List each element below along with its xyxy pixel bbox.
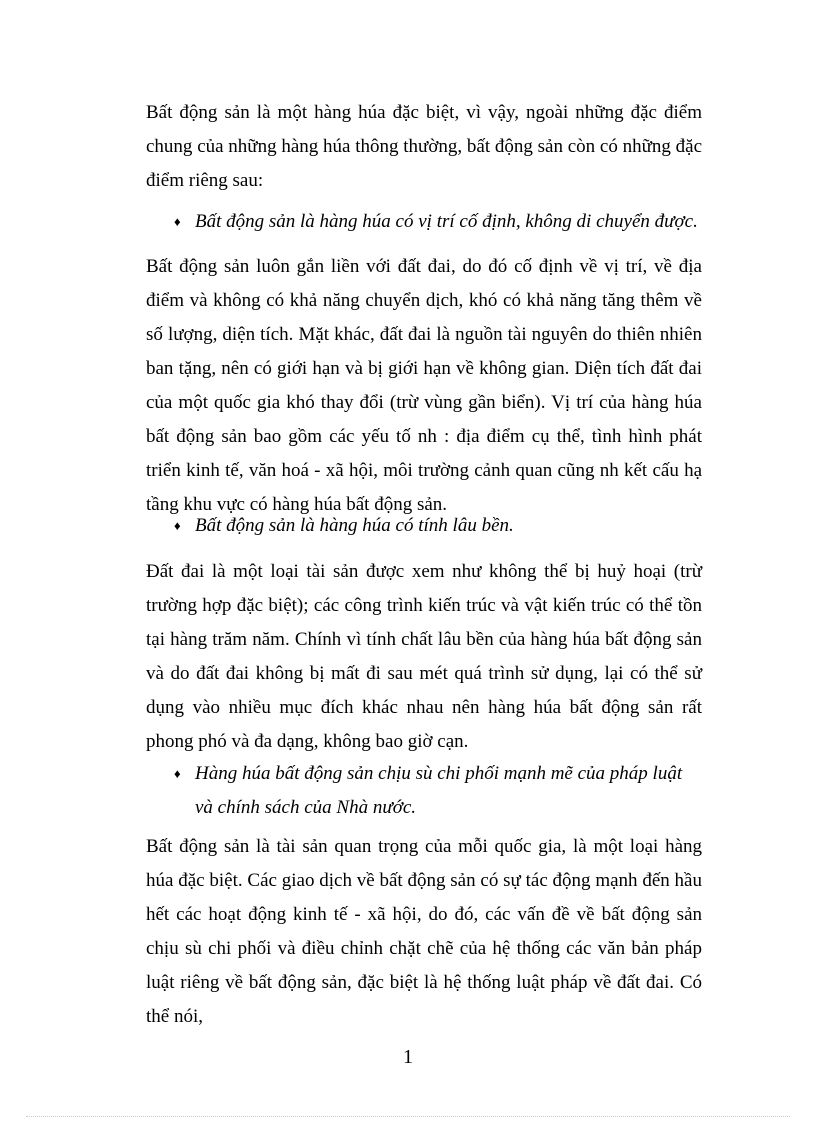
bullet-text: Bất động sản là hàng húa có vị trí cố định, không di chuyển được. <box>195 211 698 232</box>
paragraph-legal-regulation: Bất động sản là tài sản quan trọng của mỗi quốc gia, là một loại hàng húa đặc biệt. Các giao dịch về bất động sản có sự tác động mạnh đến hầu hết các hoạt động kinh tế - xã hội, do đó, các vấn đề về bất động sản chịu sù chi phối và điều chỉnh chặt chẽ của hệ thống các văn bản pháp luật riêng về bất động sản, đặc biệt là hệ thống luật pháp về đất đai. Có thể nói, <box>146 836 702 1027</box>
page-bottom-divider <box>26 1116 790 1117</box>
page-number: 1 <box>403 1046 413 1068</box>
paragraph-intro: Bất động sản là một hàng húa đặc biệt, vì vậy, ngoài những đặc điểm chung của những hàng húa thông thường, bất động sản còn có những đặc điểm riêng sau: <box>146 102 702 191</box>
bullet-item-legal-regulation <box>174 757 704 825</box>
bullet-text: Hàng húa bất động sản chịu sù chi phối mạnh mẽ của pháp luật và chính sách của Nhà nước. <box>195 763 683 818</box>
diamond-bullet-icon: ♦ <box>174 766 181 781</box>
paragraph-fixed-location: Bất động sản luôn gắn liền với đất đai, do đó cố định về vị trí, về địa điểm và không có khả năng chuyển dịch, khó có khả năng tăng thêm về số lượng, diện tích. Mặt khác, đất đai là nguồn tài nguyên do thiên nhiên ban tặng, nên có giới hạn và bị giới hạn về không gian. Diện tích đất đai của một quốc gia khó thay đổi (trừ vùng gần biển). Vị trí của hàng húa bất động sản bao gồm các yếu tố nh : địa điểm cụ thể, tình hình phát triển kinh tế, văn hoá - xã hội, môi trường cảnh quan cũng nh kết cấu hạ tầng khu vực có hàng húa bất động sản. <box>146 256 702 515</box>
diamond-bullet-icon: ♦ <box>174 214 181 229</box>
bullet-item-fixed-location <box>174 205 704 239</box>
paragraph-durability: Đất đai là một loại tài sản được xem như không thể bị huỷ hoại (trừ trường hợp đặc biệt); các công trình kiến trúc và vật kiến trúc có thể tồn tại hàng trăm năm. Chính vì tính chất lâu bền của hàng húa bất động sản và do đất đai không bị mất đi sau mét quá trình sử dụng, lại có thể sử dụng vào nhiều mục đích khác nhau nên hàng húa bất động sản rất phong phó và đa dạng, không bao giờ cạn. <box>146 561 702 752</box>
bullet-text: Bất động sản là hàng húa có tính lâu bền. <box>195 515 514 536</box>
diamond-bullet-icon: ♦ <box>174 518 181 533</box>
bullet-item-durability <box>174 509 704 543</box>
